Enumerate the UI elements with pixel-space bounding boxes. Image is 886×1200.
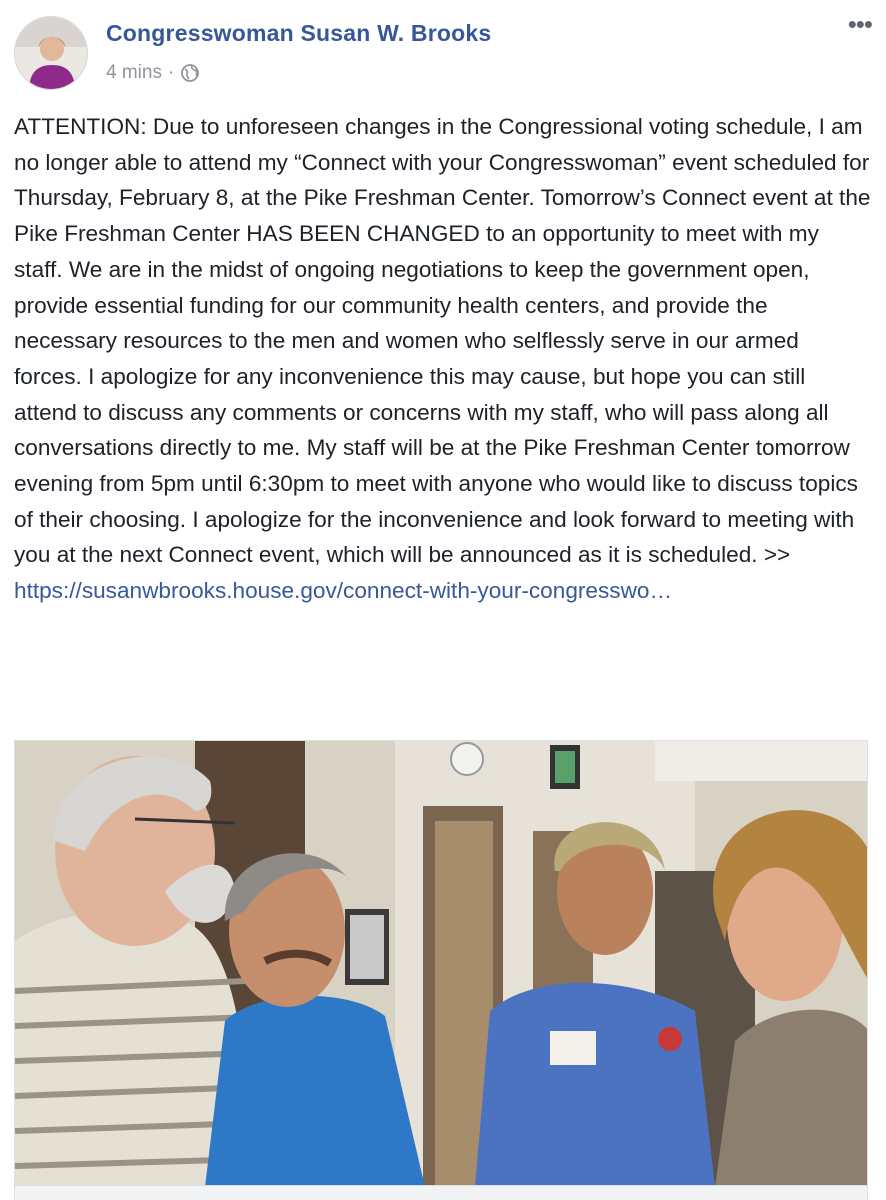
- post-header: [14, 9, 872, 96]
- post-link[interactable]: https://susanwbrooks.house.gov/connect-with-your-congresswo…: [14, 578, 673, 604]
- post-text: [14, 109, 877, 609]
- post-body: ATTENTION: Due to unforeseen changes in the Congressional voting schedule, I am no longer able to attend my “Connect with your Congresswoman” event scheduled for Thursday, February 8, at the Pike Freshman Center. Tomorrow’s Connect event at the Pike Freshman Center HAS BEEN CHANGED to an opportunity to meet with my staff. We are in the midst of ongoing negotiations to keep the government open, provide essential funding for our community health centers, and provide the necessary resources to the men and women who selflessly serve in our armed forces. I apologize for any inconvenience this may cause, but hope you can still attend to discuss any comments or concerns with my staff, who will pass along all conversations directly to me. My staff will be at the Pike Freshman Center tomorrow evening from 5pm until 6:30pm to meet with anyone who would like to discuss topics of their choosing. I apologize for the inconvenience and look forward to meeting with you at the next Connect event, which will be announced as it is scheduled. >>: [14, 114, 877, 568]
- post-meta: [106, 62, 200, 84]
- meta-separator: ·: [167, 62, 175, 83]
- link-preview-bar[interactable]: [14, 1186, 868, 1200]
- avatar-image: [15, 17, 88, 90]
- globe-icon[interactable]: [180, 63, 200, 83]
- post-photo[interactable]: [14, 740, 868, 1186]
- more-options-icon[interactable]: •••: [847, 9, 872, 39]
- photo-image: [15, 741, 868, 1186]
- post-timestamp[interactable]: 4 mins: [106, 62, 162, 83]
- avatar[interactable]: [14, 16, 88, 90]
- author-name[interactable]: Congresswoman Susan W. Brooks: [106, 20, 492, 46]
